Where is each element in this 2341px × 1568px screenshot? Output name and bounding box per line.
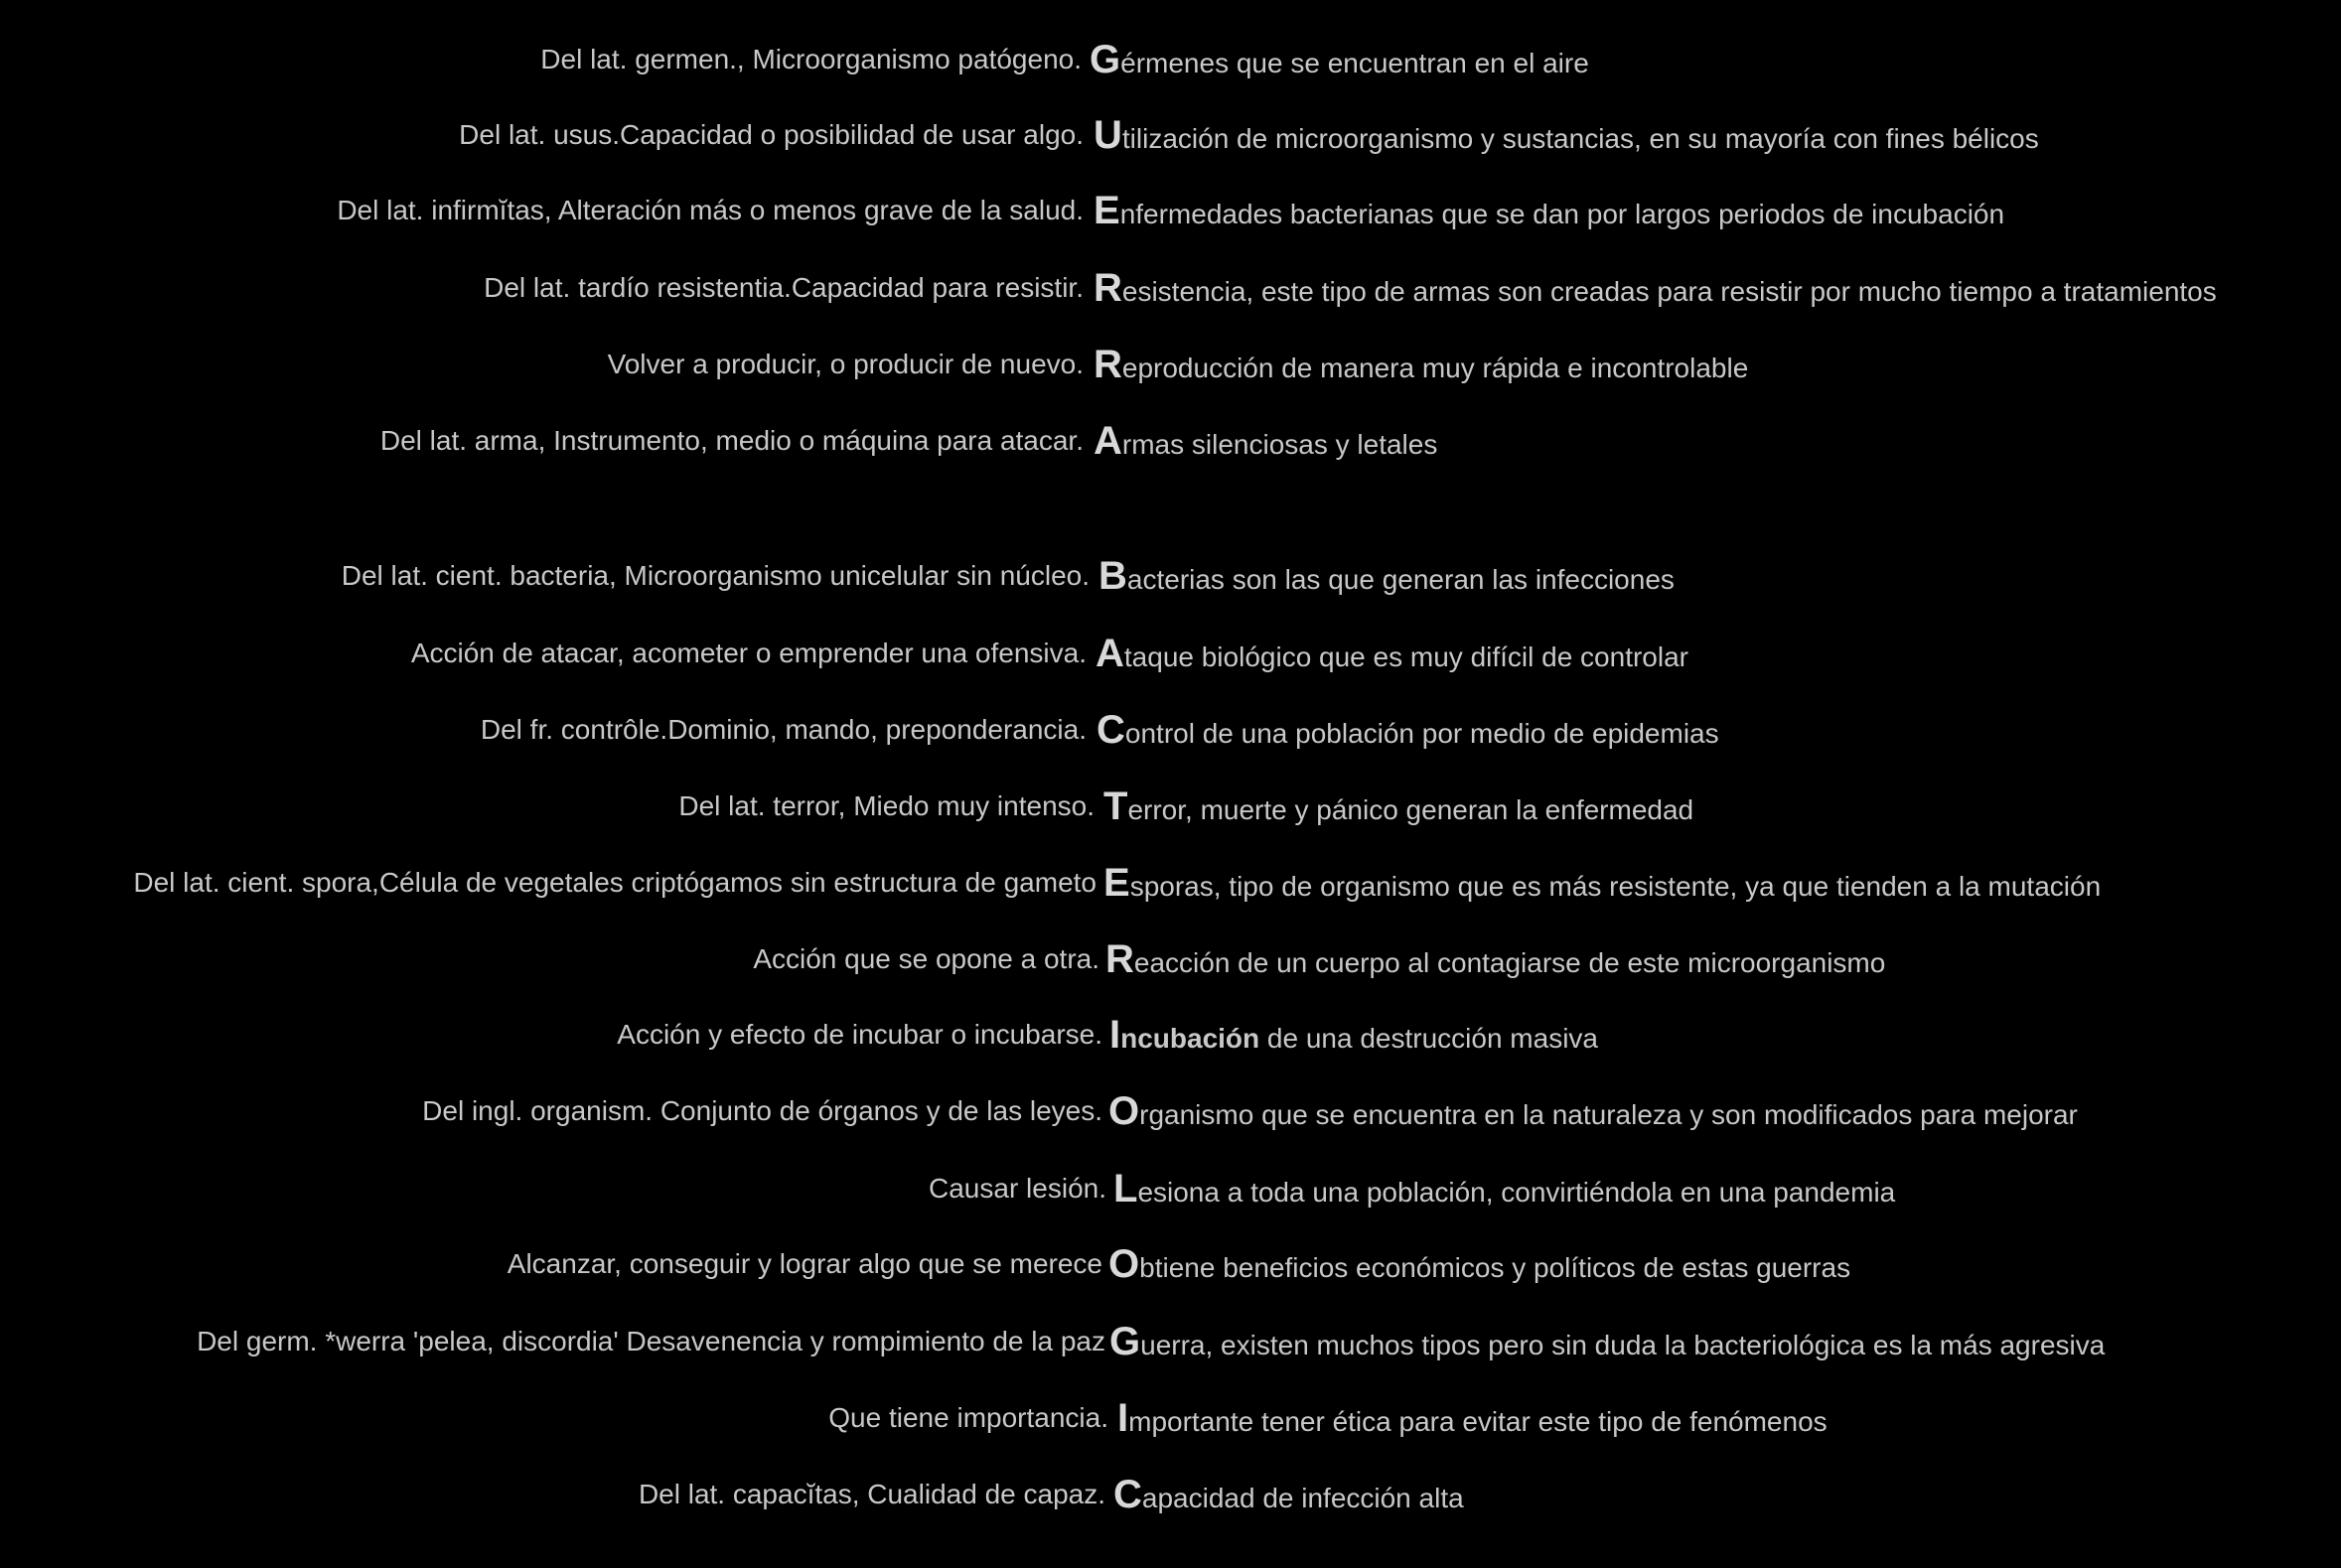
- acrostic-letter: G: [1109, 1320, 1141, 1363]
- row-text: uerra, existen muchos tipos pero sin duda la bacteriológica es la más agresiva: [1140, 1330, 2106, 1360]
- acrostic-row: [0, 411, 2341, 471]
- row-text-bold: ncubación: [1120, 1023, 1260, 1054]
- row-text: érmenes que se encuentran en el aire: [1120, 48, 1589, 78]
- acrostic-letter: I: [1109, 1013, 1121, 1057]
- acrostic-letter: U: [1094, 113, 1122, 157]
- row-definition: Del lat. arma, Instrumento, medio o máquina para atacar.: [379, 425, 1084, 456]
- acrostic-letter: G: [1090, 38, 1121, 81]
- acrostic-row: [0, 1005, 2341, 1065]
- acrostic-row: [0, 777, 2341, 836]
- row-definition: Acción que se opone a otra.: [753, 943, 1099, 974]
- row-phrase: [1098, 546, 1675, 610]
- row-definition: Causar lesión.: [929, 1173, 1106, 1204]
- row-phrase: [1097, 700, 1719, 764]
- row-definition: Del lat. tardío resistentia.Capacidad para resistir.: [484, 272, 1084, 303]
- row-phrase: [1113, 1465, 1464, 1528]
- acrostic-letter: L: [1113, 1167, 1138, 1211]
- acrostic-row: [0, 853, 2341, 913]
- row-text: apacidad de infección alta: [1141, 1483, 1464, 1513]
- acrostic-letter: R: [1094, 266, 1122, 310]
- row-phrase: [1094, 411, 1437, 475]
- row-text: nfermedades bacterianas que se dan por largos periodos de incubación: [1119, 199, 2005, 229]
- acrostic-row: [0, 1234, 2341, 1294]
- row-phrase: [1113, 1159, 1895, 1222]
- row-definition: Alcanzar, conseguir y lograr algo que se merece: [507, 1248, 1102, 1279]
- row-phrase: [1108, 1234, 1850, 1298]
- acrostic-row: [0, 1312, 2341, 1371]
- row-phrase: [1094, 258, 2217, 322]
- row-phrase: [1090, 30, 1589, 93]
- acrostic-letter: R: [1105, 937, 1134, 981]
- acrostic-row: [0, 1388, 2341, 1448]
- row-definition: Del lat. cient. bacteria, Microorganismo unicelular sin núcleo.: [341, 560, 1090, 591]
- acrostic-row: [0, 700, 2341, 760]
- acrostic-letter: T: [1103, 784, 1128, 828]
- row-phrase: [1109, 1312, 2105, 1375]
- row-definition: Del lat. cient. spora,Célula de vegetales criptógamos sin estructura de gameto: [133, 867, 1097, 898]
- row-phrase: [1108, 1081, 2078, 1145]
- acrostic-row: [0, 546, 2341, 606]
- row-phrase: [1103, 777, 1693, 840]
- row-text: ontrol de una población por medio de epidemias: [1124, 718, 1719, 749]
- row-phrase: [1094, 105, 2039, 169]
- acrostic-letter: R: [1094, 343, 1122, 386]
- row-text: rmas silenciosas y letales: [1121, 429, 1438, 460]
- acrostic-letter: A: [1094, 419, 1122, 463]
- acrostic-row: [0, 181, 2341, 240]
- acrostic-letter: C: [1113, 1473, 1142, 1516]
- acrostic-row: [0, 105, 2341, 165]
- acrostic-row: [0, 1465, 2341, 1524]
- row-text: esiona a toda una población, convirtiéndola en una pandemia: [1137, 1177, 1896, 1208]
- acrostic-row: [0, 258, 2341, 318]
- acrostic-row: [0, 929, 2341, 989]
- row-definition: Del lat. terror, Miedo muy intenso.: [678, 790, 1095, 821]
- acrostic-row: [0, 1081, 2341, 1141]
- row-phrase: [1105, 929, 1885, 993]
- row-definition: Acción de atacar, acometer o emprender una ofensiva.: [410, 638, 1087, 668]
- row-definition: Acción y efecto de incubar o incubarse.: [617, 1019, 1102, 1050]
- row-definition: Del lat. usus.Capacidad o posibilidad de usar algo.: [459, 119, 1084, 150]
- row-phrase: [1094, 181, 2004, 244]
- row-phrase: [1103, 853, 2101, 917]
- row-text: eacción de un cuerpo al contagiarse de este microorganismo: [1133, 947, 1886, 978]
- acrostic-letter: E: [1094, 189, 1120, 232]
- acrostic-letter: O: [1108, 1242, 1140, 1286]
- acrostic-row: [0, 30, 2341, 89]
- row-definition: Del germ. *werra 'pelea, discordia' Desavenencia y rompimiento de la paz: [197, 1326, 1105, 1356]
- acrostic-letter: A: [1096, 632, 1124, 675]
- row-text: tilización de microorganismo y sustancias, en su mayoría con fines bélicos: [1121, 123, 2039, 154]
- row-text: btiene beneficios económicos y políticos de estas guerras: [1139, 1252, 1851, 1283]
- row-definition: Del lat. germen., Microorganismo patógeno.: [540, 44, 1082, 74]
- row-text: error, muerte y pánico generan la enfermedad: [1127, 794, 1694, 825]
- row-text: de una destrucción masiva: [1259, 1023, 1598, 1054]
- row-phrase: [1094, 335, 1748, 398]
- row-text: acterias son las que generan las infecciones: [1126, 564, 1675, 595]
- row-definition: Que tiene importancia.: [828, 1402, 1108, 1433]
- row-text: rganismo que se encuentra en la naturaleza y son modificados para mejorar: [1139, 1099, 2078, 1130]
- acrostic-letter: E: [1103, 861, 1130, 905]
- row-definition: Volver a producir, o producir de nuevo.: [607, 349, 1084, 379]
- acrostic-letter: C: [1097, 708, 1125, 752]
- row-phrase: [1109, 1005, 1598, 1069]
- row-text: sporas, tipo de organismo que es más resistente, ya que tienden a la mutación: [1129, 871, 2102, 902]
- row-text: esistencia, este tipo de armas son creadas para resistir por mucho tiempo a tratamientos: [1121, 276, 2217, 307]
- row-text: taque biológico que es muy difícil de controlar: [1123, 641, 1688, 672]
- acrostic-letter: O: [1108, 1089, 1140, 1133]
- row-definition: Del ingl. organism. Conjunto de órganos y de las leyes.: [422, 1095, 1102, 1126]
- acrostic-letter: I: [1117, 1396, 1129, 1440]
- acrostic-row: [0, 624, 2341, 683]
- row-text: mportante tener ética para evitar este tipo de fenómenos: [1128, 1406, 1828, 1437]
- acrostic-row: [0, 335, 2341, 394]
- acrostic-letter: B: [1098, 554, 1127, 598]
- row-phrase: [1117, 1388, 1828, 1452]
- row-definition: Del lat. capacĭtas, Cualidad de capaz.: [638, 1479, 1105, 1509]
- acrostic-row: [0, 1159, 2341, 1218]
- row-text: eproducción de manera muy rápida e incontrolable: [1121, 353, 1749, 383]
- row-definition: Del fr. contrôle.Dominio, mando, preponderancia.: [480, 714, 1087, 745]
- row-phrase: [1096, 624, 1688, 687]
- row-definition: Del lat. infirmĭtas, Alteración más o menos grave de la salud.: [337, 195, 1084, 225]
